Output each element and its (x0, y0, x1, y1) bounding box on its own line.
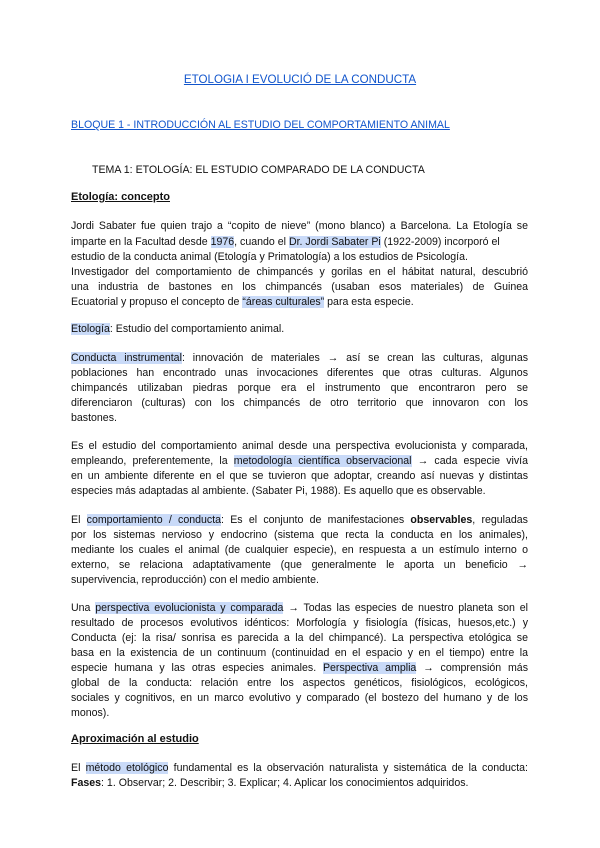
paragraph-line: externo, se relaciona adaptativamente (que generalmente le aporta un beneficio → (71, 559, 528, 571)
paragraph-line (71, 601, 528, 616)
highlight-conducta-instrumental: Conducta instrumental (71, 352, 182, 364)
block-title[interactable]: BLOQUE 1 - INTRODUCCIÓN AL ESTUDIO DEL COMPORTAMIENTO ANIMAL (71, 119, 450, 131)
paragraph-line: poblaciones han encontrado unas invocaciones diferentes que otras culturas. Algunos (71, 367, 528, 379)
paragraph-line: sociales y cognitivos, en un marco evolutivo y comparado (el bostezo del humano y de los (71, 692, 528, 704)
bold-observables: observables (410, 514, 473, 526)
paragraph-line (71, 235, 528, 250)
text-span: : Estudio del comportamiento animal. (109, 323, 285, 335)
text-span: Una (71, 602, 96, 614)
paragraph-line: chimpancés utilizaban piedras porque era el instrumento que encontraron pero se (71, 382, 528, 394)
highlight-comportamiento: comportamiento / conducta (86, 514, 222, 526)
highlight-areas-culturales: “áreas culturales” (242, 296, 325, 308)
paragraph-line: monos). (71, 707, 110, 719)
paragraph-line: por los sistemas nervioso y endocrino (sistema que recta la conducta en los animales), (71, 529, 528, 541)
text-span: fundamental es la observación naturalista y sistemática de la conducta: (168, 762, 528, 774)
paragraph-line (71, 295, 528, 310)
text-span: : Es el conjunto de manifestaciones (221, 514, 411, 526)
section-heading-aproximacion: Aproximación al estudio (71, 733, 199, 745)
paragraph-line: una industria de bastones en los chimpancés (usaban esos materiales) de Guinea (71, 281, 528, 293)
text-span: → comprensión más (416, 662, 528, 674)
paragraph-line (71, 322, 528, 337)
paragraph-line: mediante los cuales el animal (de cualquier especie), en respuesta a un estímulo interno o (71, 544, 528, 556)
paragraph-line (71, 661, 528, 676)
text-span: El (71, 762, 86, 774)
paragraph-line: global de la conducta: relación entre los aspectos genéticos, fisiológicos, ecológicos, (71, 677, 528, 689)
paragraph-line (71, 776, 528, 791)
paragraph-line (71, 513, 528, 528)
text-span: Ecuatorial y propuso el concepto de (71, 296, 243, 308)
document-title[interactable]: ETOLOGIA I EVOLUCIÓ DE LA CONDUCTA (183, 73, 417, 86)
paragraph-line: Investigador del comportamiento de chimpancés y gorilas en el hábitat natural, descubrió (71, 266, 528, 278)
paragraph-line: basa en la existencia de un continuum (continuidad en el espacio y en el tiempo) entre la (71, 647, 528, 659)
paragraph-line: Conducta (ej: la risa/ sonrisa es parecida a la del chimpancé). La perspectiva etológica se (71, 632, 528, 644)
text-span: imparte en la Facultad desde (71, 236, 211, 248)
paragraph-line: resultado de procesos evolutivos idénticos: Morfología y fisiología (físicas, huesos,etc.) y (71, 617, 528, 629)
text-span: para esta especie. (324, 296, 414, 308)
highlight-metodologia: metodología científica observacional (233, 455, 412, 467)
highlight-year: 1976 (210, 236, 235, 248)
highlight-etologia: Etología (71, 323, 110, 335)
highlight-perspectiva: perspectiva evolucionista y comparada (95, 602, 284, 614)
text-span: , reguladas (472, 514, 528, 526)
paragraph-line: especies más adaptadas al ambiente. (Sabater Pi, 1988). Es aquello que es observable. (71, 485, 486, 497)
text-span: : 1. Observar; 2. Describir; 3. Explicar; 4. Aplicar los conocimientos adquiridos. (101, 777, 469, 789)
text-span: especie humana y las otras especies animales. (71, 662, 323, 674)
paragraph-line (71, 351, 528, 366)
text-span: → cada especie vivía (411, 455, 528, 467)
paragraph-line: Jordi Sabater fue quien trajo a “copito de nieve” (mono blanco) a Barcelona. La Etología se (71, 220, 528, 232)
text-span: : innovación de materiales → así se crean las culturas, algunas (181, 352, 529, 364)
highlight-name: Dr. Jordi Sabater Pi (288, 236, 381, 248)
paragraph-line: Es el estudio del comportamiento animal desde una perspectiva evolucionista y comparada, (71, 440, 528, 452)
section-heading-concepto: Etología: concepto (71, 191, 170, 203)
text-span: , cuando el (234, 236, 289, 248)
paragraph-line: diferenciaron (culturas) con los chimpancés de otro territorio que innovaron con los (71, 397, 528, 409)
paragraph-line: bastones. (71, 412, 117, 424)
highlight-perspectiva-amplia: Perspectiva amplia (322, 662, 417, 674)
bold-fases: Fases (71, 777, 102, 789)
paragraph-line: supervivencia, reproducción) con el medio ambiente. (71, 574, 319, 586)
tema-title: TEMA 1: ETOLOGÍA: EL ESTUDIO COMPARADO DE LA CONDUCTA (92, 164, 425, 176)
paragraph-line: estudio de la conducta animal (Etología y Primatología) a los estudios de Psicología. (71, 251, 468, 263)
paragraph-line (71, 761, 528, 776)
text-span: (1922-2009) incorporó el (380, 236, 500, 248)
highlight-metodo-etologico: método etológico (85, 762, 169, 774)
paragraph-line (71, 454, 528, 469)
text-span: El (71, 514, 87, 526)
text-span: empleando, preferentemente, la (71, 455, 234, 467)
text-span: → Todas las especies de nuestro planeta son el (283, 602, 528, 614)
paragraph-line: en un ambiente diferente en el que se tuvieron que adoptar, creando así nuevas y distintas (71, 470, 528, 482)
